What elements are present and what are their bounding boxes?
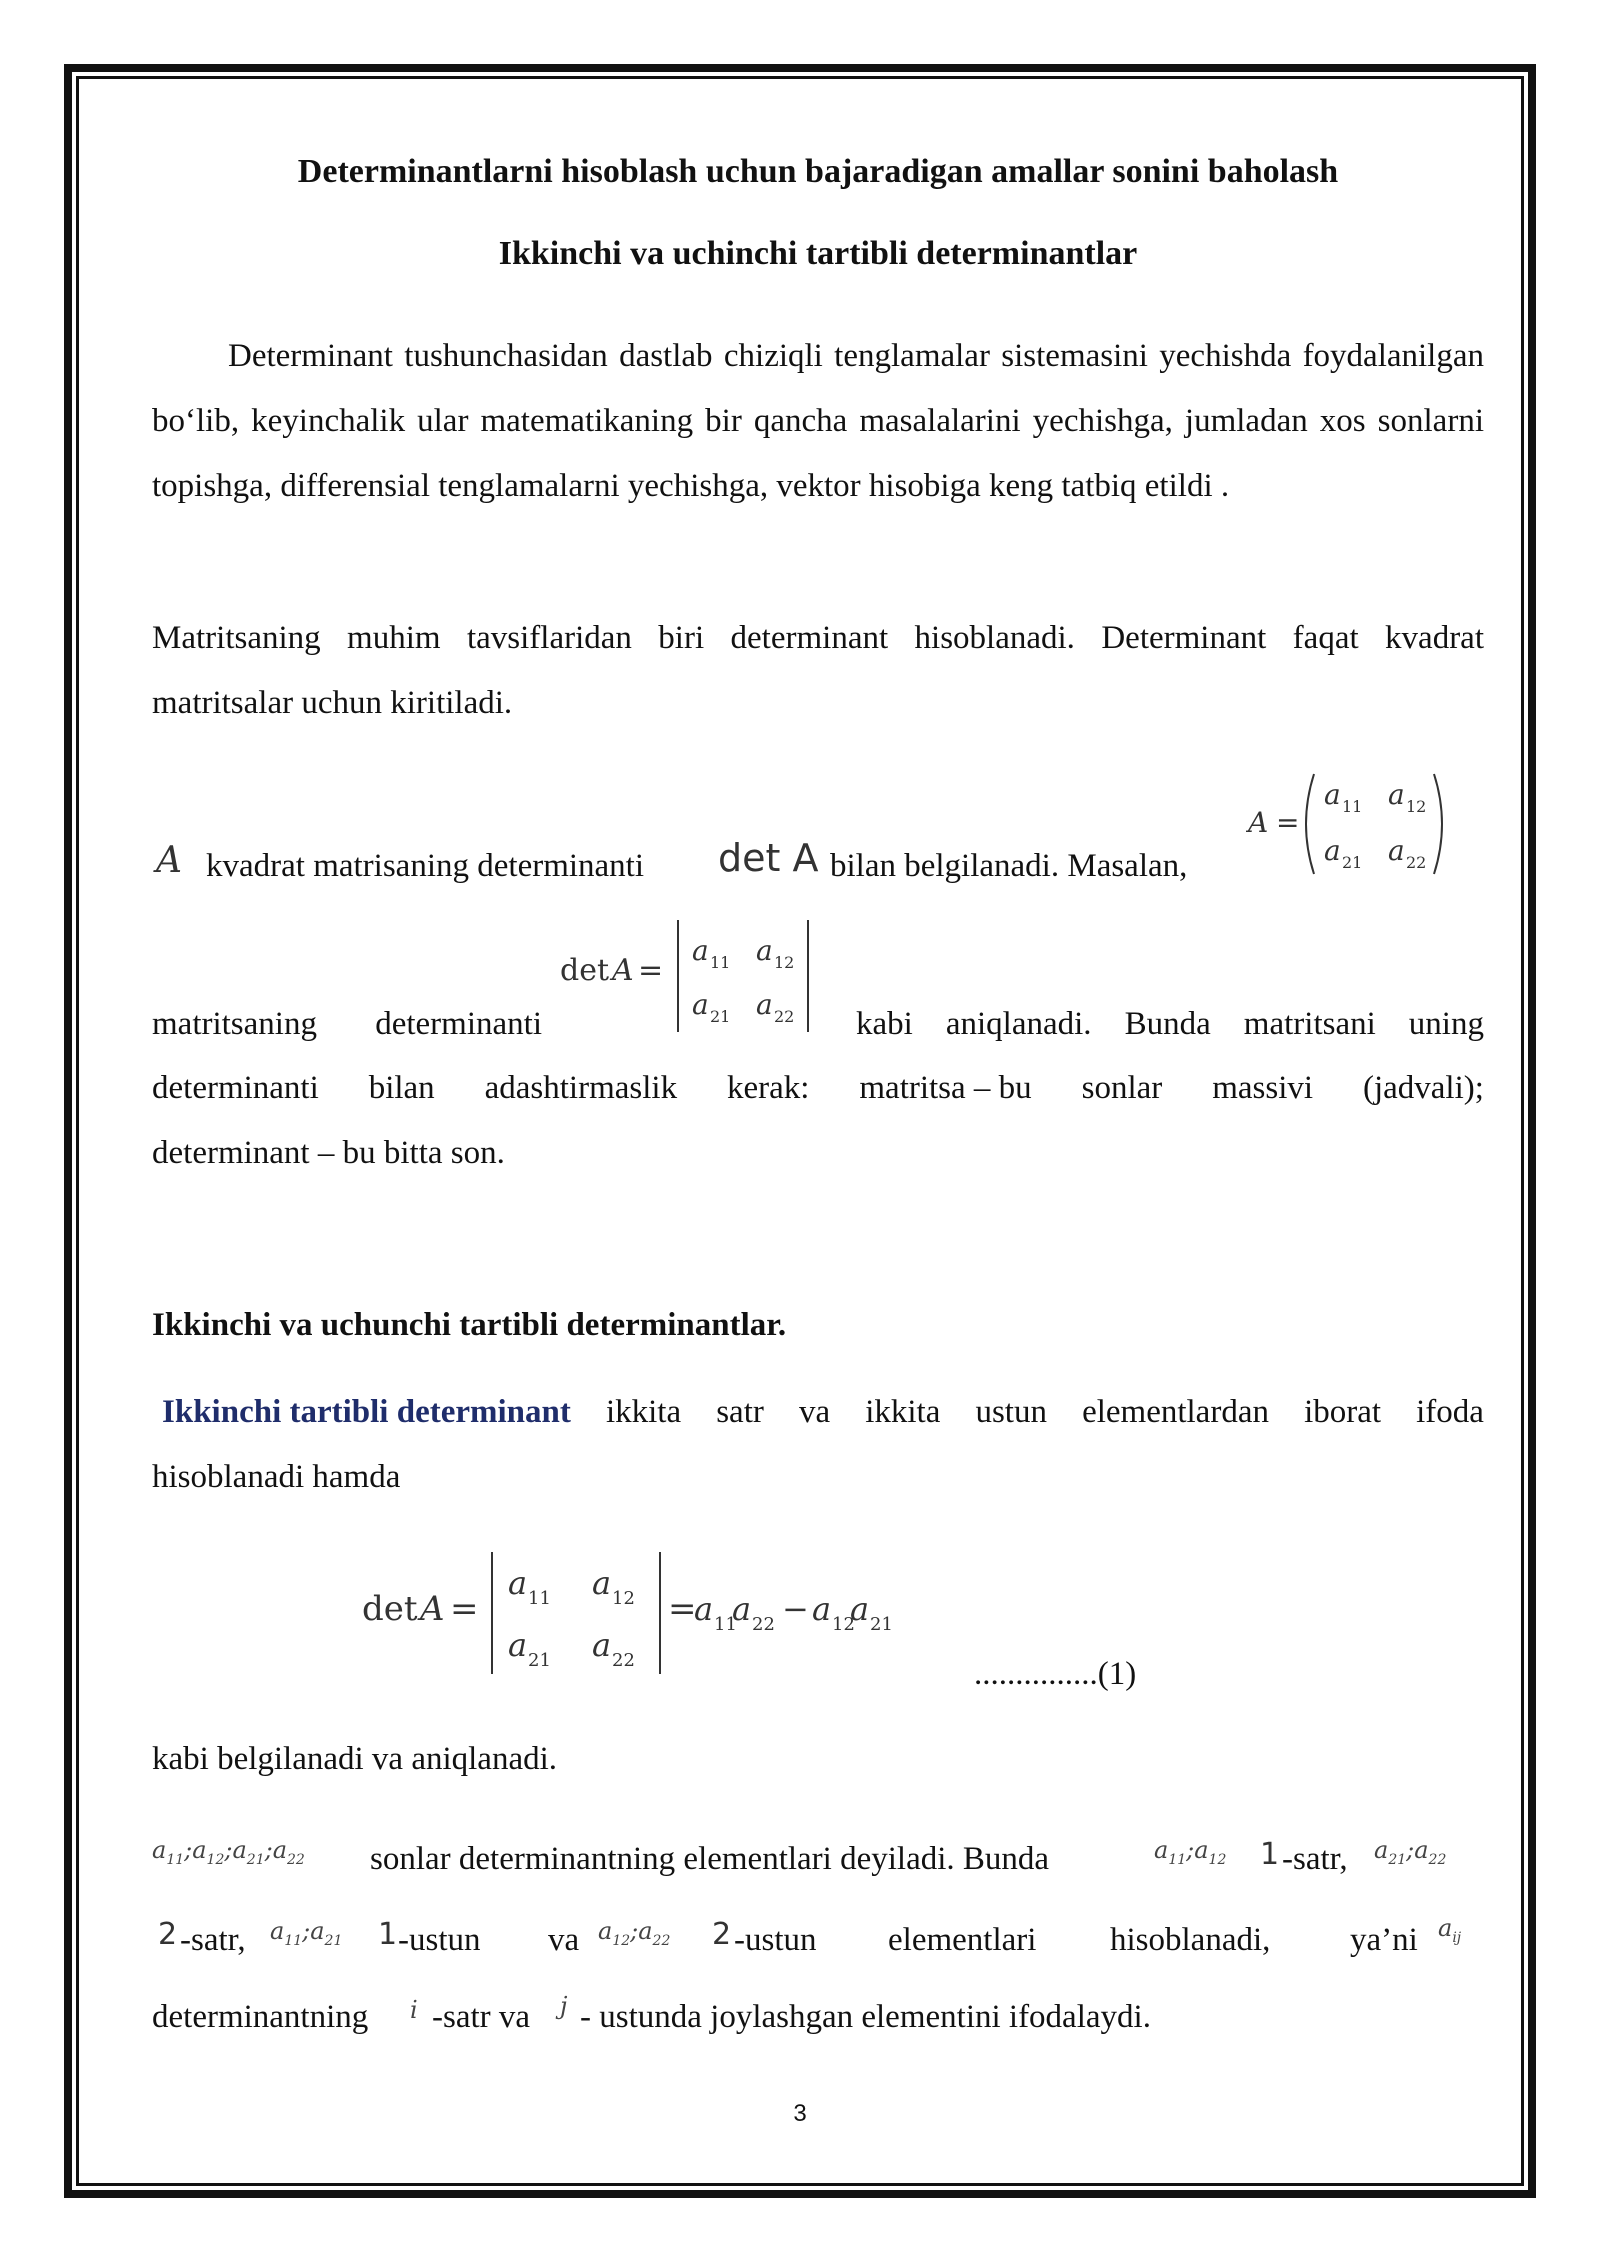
svg-text:a: a: [812, 1590, 832, 1628]
svg-text:21: 21: [528, 1650, 551, 1671]
line7: Ikkinchi tartibli determinant ikkita satr va ikkita ustun elementlardan iborat ifoda: [152, 1394, 1484, 1431]
svg-text:a: a: [850, 1590, 870, 1628]
document-title: Determinantlarni hisoblash uchun bajaradigan amallar sonini baholash: [297, 153, 1339, 190]
text-kvadrat-matrisa: kvadrat matrisaning determinanti: [206, 848, 645, 884]
paragraph-intro: Determinant tushunchasidan dastlab chiziqli tenglamalar sistemasini yechishda foydalanilgan bo‘lib, keyinchalik ular matematikaning bir qancha masalalarini yechishga, jumladan xos sonlarni topishga, differensial tenglamalarni yechishga, vektor hisobiga keng tatbiq etildi .: [152, 338, 1484, 504]
elements-list: $a_{11};a_{12};a_{21};a_{22}$: [152, 1836, 305, 1868]
symbol-A: A: [156, 840, 182, 881]
formula-number: ...............(1): [974, 1656, 1137, 1692]
svg-text:det: det: [560, 953, 610, 988]
svg-text:a: a: [508, 1564, 528, 1602]
svg-text:21: 21: [870, 1614, 893, 1635]
svg-text:11: 11: [528, 1588, 551, 1609]
line9: kabi belgilanadi va aniqlanadi.: [152, 1741, 558, 1777]
text-elementlari: elementlari: [888, 1922, 1037, 1958]
svg-text:=: =: [668, 1589, 697, 1629]
col1-label: -ustun: [398, 1922, 481, 1958]
paragraph-definition: Matritsaning muhim tavsiflaridan biri determinant hisoblanadi. Determinant faqat kvadrat matritsalar uchun kiritiladi.: [152, 620, 1484, 721]
row2-number: 2: [158, 1917, 178, 1952]
term-ikkinchi-tartibli: Ikkinchi tartibli determinant: [162, 1394, 571, 1430]
text-hisoblanadi: hisoblanadi,: [1110, 1922, 1271, 1958]
svg-text:a: a: [508, 1626, 528, 1664]
svg-text:a: a: [592, 1564, 612, 1602]
svg-text:12: 12: [774, 953, 795, 972]
svg-text:a: a: [1324, 834, 1341, 867]
row1-label: -satr,: [1282, 1841, 1348, 1877]
symbol-j: j: [560, 1992, 568, 2020]
svg-text:11: 11: [1342, 797, 1363, 816]
svg-text:12: 12: [832, 1614, 855, 1635]
matrix-A-formula: [1246, 768, 1476, 885]
symbol-detA: det A: [718, 836, 819, 880]
section-heading: Ikkinchi va uchunchi tartibli determinantlar.: [152, 1307, 787, 1343]
col2-label: -ustun: [734, 1922, 817, 1958]
svg-text:a: a: [692, 988, 709, 1021]
col2-elements: $a_{12};a_{22}$: [598, 1917, 671, 1949]
line10-text: sonlar determinantning elementlari deyiladi. Bunda: [370, 1841, 1050, 1877]
detA-formula: [556, 916, 816, 1041]
line6: determinant – bu bitta son.: [152, 1135, 505, 1171]
svg-text:21: 21: [1342, 853, 1363, 872]
line12-text-b: -satr va: [432, 1999, 531, 2035]
svg-text:A: A: [420, 1589, 445, 1629]
element-aij: $a_{ij}$: [1438, 1914, 1462, 1946]
formula-1: [358, 1548, 918, 1683]
text-yani: ya’ni: [1350, 1922, 1418, 1958]
page-number: 3: [793, 2100, 807, 2127]
svg-text:a: a: [1388, 834, 1405, 867]
svg-text:22: 22: [612, 1650, 635, 1671]
line5: determinanti bilan adashtirmaslik kerak: matritsa – bu sonlar massivi (jadvali);: [152, 1070, 1484, 1106]
svg-text:11: 11: [710, 953, 731, 972]
symbol-i: i: [410, 1996, 418, 2024]
svg-text:=: =: [450, 1589, 479, 1629]
line12-text-c: - ustunda joylashgan elementini ifodalaydi.: [580, 1999, 1151, 2035]
svg-text:a: a: [592, 1626, 612, 1664]
svg-text:12: 12: [612, 1588, 635, 1609]
svg-text:22: 22: [774, 1007, 795, 1026]
svg-text:22: 22: [1406, 853, 1427, 872]
svg-text:a: a: [756, 988, 773, 1021]
col1-elements: $a_{11};a_{21}$: [270, 1917, 343, 1949]
svg-text:−: −: [782, 1590, 809, 1628]
row1-elements: $a_{11};a_{12}$: [1154, 1836, 1227, 1868]
svg-text:11: 11: [714, 1614, 737, 1635]
line4-left: matritsaning determinanti: [152, 1006, 542, 1042]
line4-right: kabi aniqlanadi. Bunda matritsani uning: [856, 1006, 1484, 1042]
svg-text:a: a: [756, 934, 773, 967]
row1-number: 1: [1260, 1837, 1280, 1872]
svg-text:a: a: [692, 934, 709, 967]
row2-label: -satr,: [180, 1922, 246, 1958]
col1-number: 1: [378, 1917, 398, 1952]
svg-text:a: a: [694, 1590, 714, 1628]
line12-text-a: determinantning: [152, 1999, 369, 2035]
row2-elements: $a_{21};a_{22}$: [1374, 1836, 1447, 1868]
text-va: va: [548, 1922, 580, 1958]
svg-text:12: 12: [1406, 797, 1427, 816]
svg-text:=: =: [638, 953, 664, 988]
svg-text:det: det: [362, 1589, 418, 1629]
svg-text:a: a: [732, 1590, 752, 1628]
svg-text:22: 22: [752, 1614, 775, 1635]
svg-text:A: A: [612, 953, 634, 988]
matrix-A-equals: =: [1276, 806, 1300, 839]
svg-text:a: a: [1388, 778, 1405, 811]
col2-number: 2: [712, 1917, 732, 1952]
svg-text:21: 21: [710, 1007, 731, 1026]
matrix-A-symbol: A: [1248, 806, 1269, 839]
document-subtitle: Ikkinchi va uchinchi tartibli determinantlar: [498, 235, 1138, 272]
svg-text:a: a: [1324, 778, 1341, 811]
line8: hisoblanadi hamda: [152, 1459, 401, 1495]
text-bilan-belgilanadi: bilan belgilanadi. Masalan,: [830, 848, 1188, 884]
